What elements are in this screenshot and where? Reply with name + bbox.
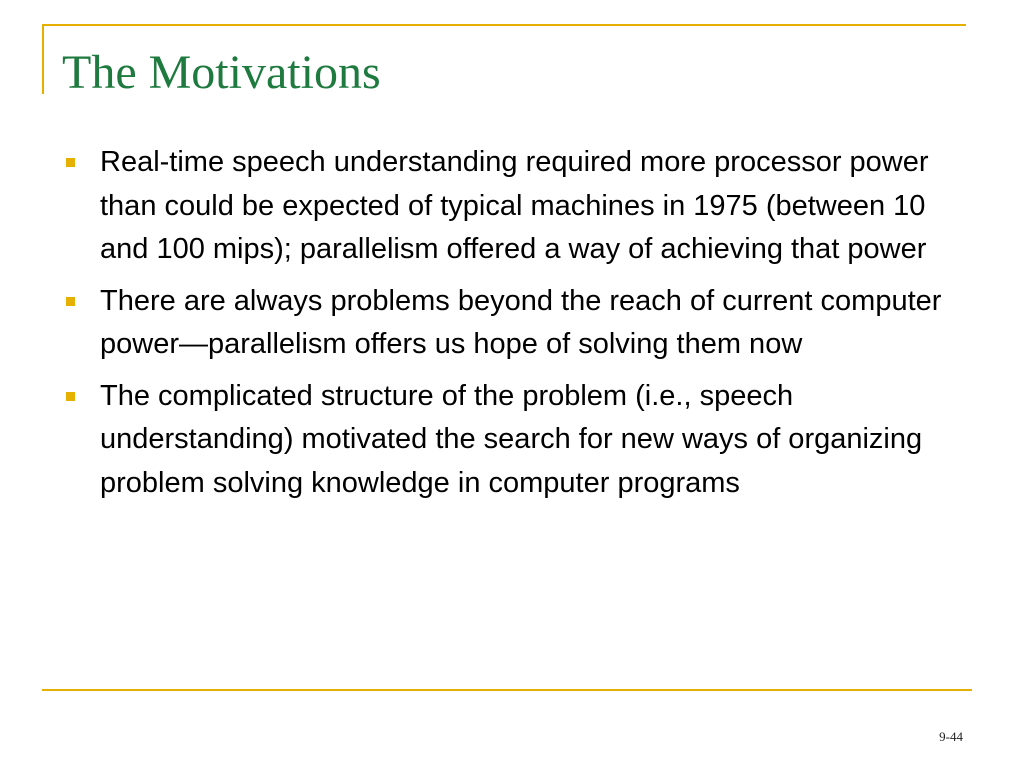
slide-title: The Motivations: [62, 46, 381, 99]
square-bullet-icon: [66, 297, 75, 306]
bullet-list: [62, 141, 962, 513]
footer-rule: [42, 689, 972, 691]
bullet-text: Real-time speech understanding required more processor power than could be expected of typical machines in 1975 (between 10 and 100 mips); parallelism offered a way of achieving that power: [100, 146, 929, 265]
frame-left-rule: [42, 24, 44, 94]
bullet-text: There are always problems beyond the reach of current computer power—parallelism offers us hope of solving them now: [100, 284, 942, 360]
frame-top-rule: [42, 24, 966, 26]
bullet-item: [62, 280, 962, 367]
bullet-text: The complicated structure of the problem (i.e., speech understanding) motivated the search for new ways of organizing problem solving knowledge in computer programs: [100, 379, 923, 499]
square-bullet-icon: [66, 158, 75, 167]
bullet-item: [62, 375, 962, 506]
square-bullet-icon: [66, 392, 75, 401]
page-number: 9-44: [939, 729, 963, 744]
bullet-item: [62, 141, 962, 272]
